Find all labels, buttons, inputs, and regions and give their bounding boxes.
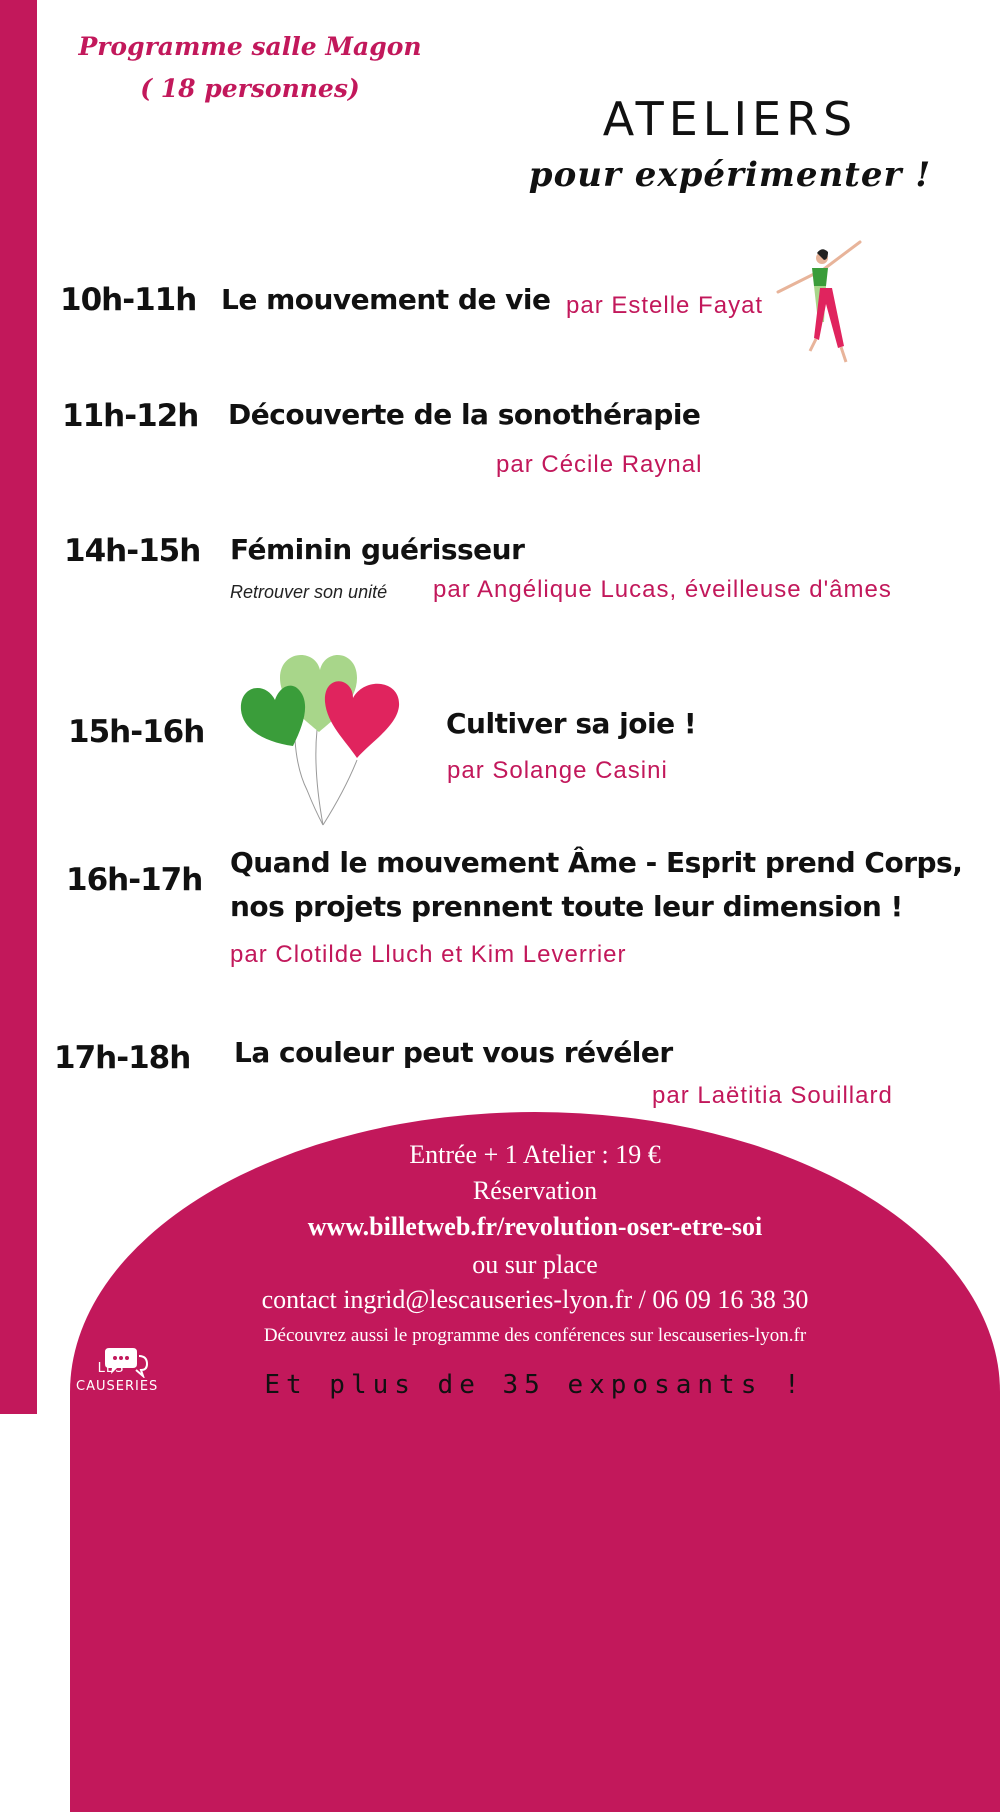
session-title-line2: nos projets prennent toute leur dimension ! xyxy=(230,890,903,923)
price-info: Entrée + 1 Atelier : 19 € xyxy=(409,1140,661,1169)
session-title: Cultiver sa joie ! xyxy=(446,707,697,740)
page-tagline: pour expérimenter ! xyxy=(528,155,932,195)
program-room-name: Programme salle Magon xyxy=(78,32,422,61)
left-accent-stripe xyxy=(0,0,37,1414)
page-title: ATELIERS xyxy=(602,92,858,146)
program-room-label xyxy=(60,26,440,110)
program-room-capacity: ( 18 personnes) xyxy=(140,74,360,103)
session-speaker: par Cécile Raynal xyxy=(496,451,703,478)
session-time: 15h-16h xyxy=(68,714,205,750)
session-time: 14h-15h xyxy=(64,533,201,569)
session-time: 10h-11h xyxy=(60,282,197,318)
session-speaker: par Laëtitia Souillard xyxy=(652,1082,893,1109)
session-time: 17h-18h xyxy=(54,1040,191,1076)
discover-program-note: Découvrez aussi le programme des conférences sur lescauseries-lyon.fr xyxy=(263,1325,807,1346)
dancer-illustration xyxy=(770,238,870,368)
logo-line1: LES xyxy=(97,1361,125,1376)
session-title: Féminin guérisseur xyxy=(230,533,525,566)
session-time: 16h-17h xyxy=(66,862,203,898)
reservation-link[interactable]: www.billetweb.fr/revolution-oser-etre-soi xyxy=(307,1212,763,1241)
onsite-label: ou sur place xyxy=(472,1250,598,1279)
session-speaker: par Estelle Fayat xyxy=(566,292,764,319)
heart-balloons-illustration xyxy=(235,650,405,830)
session-title: Le mouvement de vie xyxy=(221,283,551,316)
session-time: 11h-12h xyxy=(62,398,199,434)
contact-info[interactable]: contact ingrid@lescauseries-lyon.fr / 06 09 16 38 30 xyxy=(261,1285,809,1314)
session-speaker: par Solange Casini xyxy=(447,757,668,784)
logo-text xyxy=(76,1360,159,1396)
reservation-label: Réservation xyxy=(472,1176,598,1205)
logo-line2: CAUSERIES xyxy=(76,1379,159,1394)
session-title: Découverte de la sonothérapie xyxy=(228,398,701,431)
session-speaker: par Clotilde Lluch et Kim Leverrier xyxy=(230,941,627,968)
session-subtitle: Retrouver son unité xyxy=(230,582,388,602)
session-title: La couleur peut vous révéler xyxy=(234,1036,673,1069)
exhibitors-note: Et plus de 35 exposants ! xyxy=(264,1370,806,1400)
session-speaker: par Angélique Lucas, éveilleuse d'âmes xyxy=(433,576,892,603)
session-title-line1: Quand le mouvement Âme - Esprit prend Corps, xyxy=(230,846,963,879)
